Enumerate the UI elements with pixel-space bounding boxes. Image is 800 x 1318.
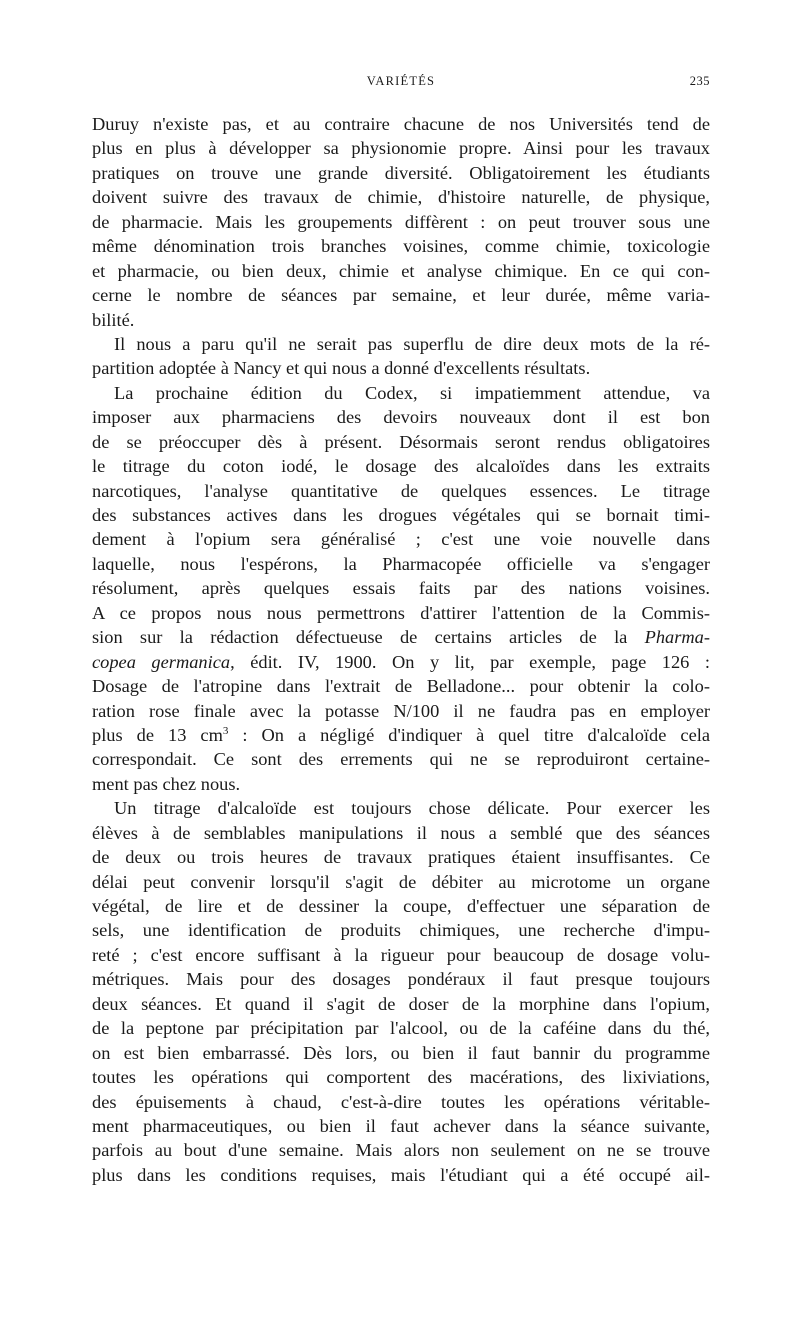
text-line: Il nous a paru qu'il ne serait pas superflu de dire deux mots de la ré- [114,333,710,354]
text-line: parfois au bout d'une semaine. Mais alors non seulement on ne se trouve [92,1140,710,1161]
text-line: le titrage du coton iodé, le dosage des alcaloïdes dans les extraits [92,456,710,477]
text-line: bilité. [92,309,135,330]
text-line: pratiques on trouve une grande diversité. Obligatoirement les étudiants [92,162,710,183]
text-line: ration rose finale avec la potasse N/100 il ne faudra pas en employer [92,700,710,721]
running-header [92,74,710,98]
paragraph-1 [92,112,710,332]
book-page [92,74,710,1187]
text-line: narcotiques, l'analyse quantitative de quelques essences. Le titrage [92,480,710,501]
text-line [92,650,710,674]
text-line: élèves à de semblables manipulations il nous a semblé que des séances [92,822,710,843]
text-line: plus dans les conditions requises, mais l'étudiant qui a été occupé ail- [92,1164,710,1185]
text-line: partition adoptée à Nancy et qui nous a donné d'excellents résultats. [92,358,591,379]
text-line: ment pas chez nous. [92,773,241,794]
text-line: deux séances. Et quand il s'agit de doser de la morphine dans l'opium, [92,993,710,1014]
text-line: reté ; c'est encore suffisant à la rigueur pour beaucoup de dosage volu- [92,944,710,965]
text-line: A ce propos nous nous permettrons d'attirer l'attention de la Commis- [92,602,710,623]
text-line: correspondait. Ce sont des errements qui ne se reproduiront certaine- [92,749,710,770]
text-line: des épuisements à chaud, c'est-à-dire toutes les opérations véritable- [92,1091,710,1112]
text-fragment: sion sur la rédaction défectueuse de certains articles de la [92,627,645,648]
text-line: métriques. Mais pour des dosages pondéraux il faut presque toujours [92,969,710,990]
text-line: cerne le nombre de séances par semaine, et leur durée, même varia- [92,285,710,306]
body-text [92,112,710,1187]
text-line: imposer aux pharmaciens des devoirs nouveaux dont il est bon [92,407,710,428]
text-line: de pharmacie. Mais les groupements diffèrent : on peut trouver sous une [92,211,710,232]
text-line: ment pharmaceutiques, ou bien il faut achever dans la séance suivante, [92,1115,710,1136]
text-line: végétal, de lire et de dessiner la coupe, d'effectuer une séparation de [92,896,710,916]
text-line: résolument, après quelques essais faits par des nations voisines. [92,578,710,599]
text-line: Un titrage d'alcaloïde est toujours chose délicate. Pour exercer les [114,798,710,819]
text-line: des substances actives dans les drogues végétales qui se bornait timi- [92,505,710,525]
text-line [92,625,710,649]
paragraph-4 [92,796,710,1187]
text-fragment: : On a négligé d'indiquer à quel titre d'alcaloïde cela [228,724,710,745]
superscript: 3 [222,724,229,737]
text-line: même dénomination trois branches voisines, comme chimie, toxicologie [92,236,710,257]
paragraph-2 [92,332,710,381]
text-line: toutes les opérations qui comportent des macérations, des lixiviations, [92,1067,710,1088]
text-line: sels, une identification de produits chimiques, une recherche d'impu- [92,920,710,941]
text-line: de se préoccuper dès à présent. Désormais seront rendus obligatoires [92,431,710,452]
italic-title-fragment: copea germanica [92,651,231,672]
text-line [92,723,710,747]
text-line: Duruy n'existe pas, et au contraire chacune de nos Universités tend de [92,114,710,134]
page-number: 235 [689,74,710,88]
paragraph-3 [92,381,710,796]
text-line: délai peut convenir lorsqu'il s'agit de débiter au microtome un organe [92,871,710,892]
text-line: on est bien embarrassé. Dès lors, ou bien il faut bannir du programme [92,1042,710,1063]
text-line: La prochaine édition du Codex, si impatiemment attendue, va [114,382,710,403]
text-line: et pharmacie, ou bien deux, chimie et analyse chimique. En ce qui con- [92,260,710,281]
text-line: dement à l'opium sera généralisé ; c'est une voie nouvelle dans [92,529,710,550]
text-fragment: , édit. IV, 1900. On y lit, par exemple, page 126 : [230,651,710,672]
text-line: Dosage de l'atropine dans l'extrait de Belladone... pour obtenir la colo- [92,676,710,697]
text-line: de deux ou trois heures de travaux pratiques étaient insuffisantes. Ce [92,847,710,868]
text-fragment: plus de 13 cm [92,724,223,745]
text-line: doivent suivre des travaux de chimie, d'histoire naturelle, de physique, [92,187,710,208]
running-title: VARIÉTÉS [366,74,436,88]
italic-title-fragment: Pharma- [644,627,710,648]
text-line: plus en plus à développer sa physionomie propre. Ainsi pour les travaux [92,138,710,159]
text-line: de la peptone par précipitation par l'alcool, ou de la caféine dans du thé, [92,1018,710,1039]
text-line: laquelle, nous l'espérons, la Pharmacopée officielle va s'engager [92,553,710,574]
